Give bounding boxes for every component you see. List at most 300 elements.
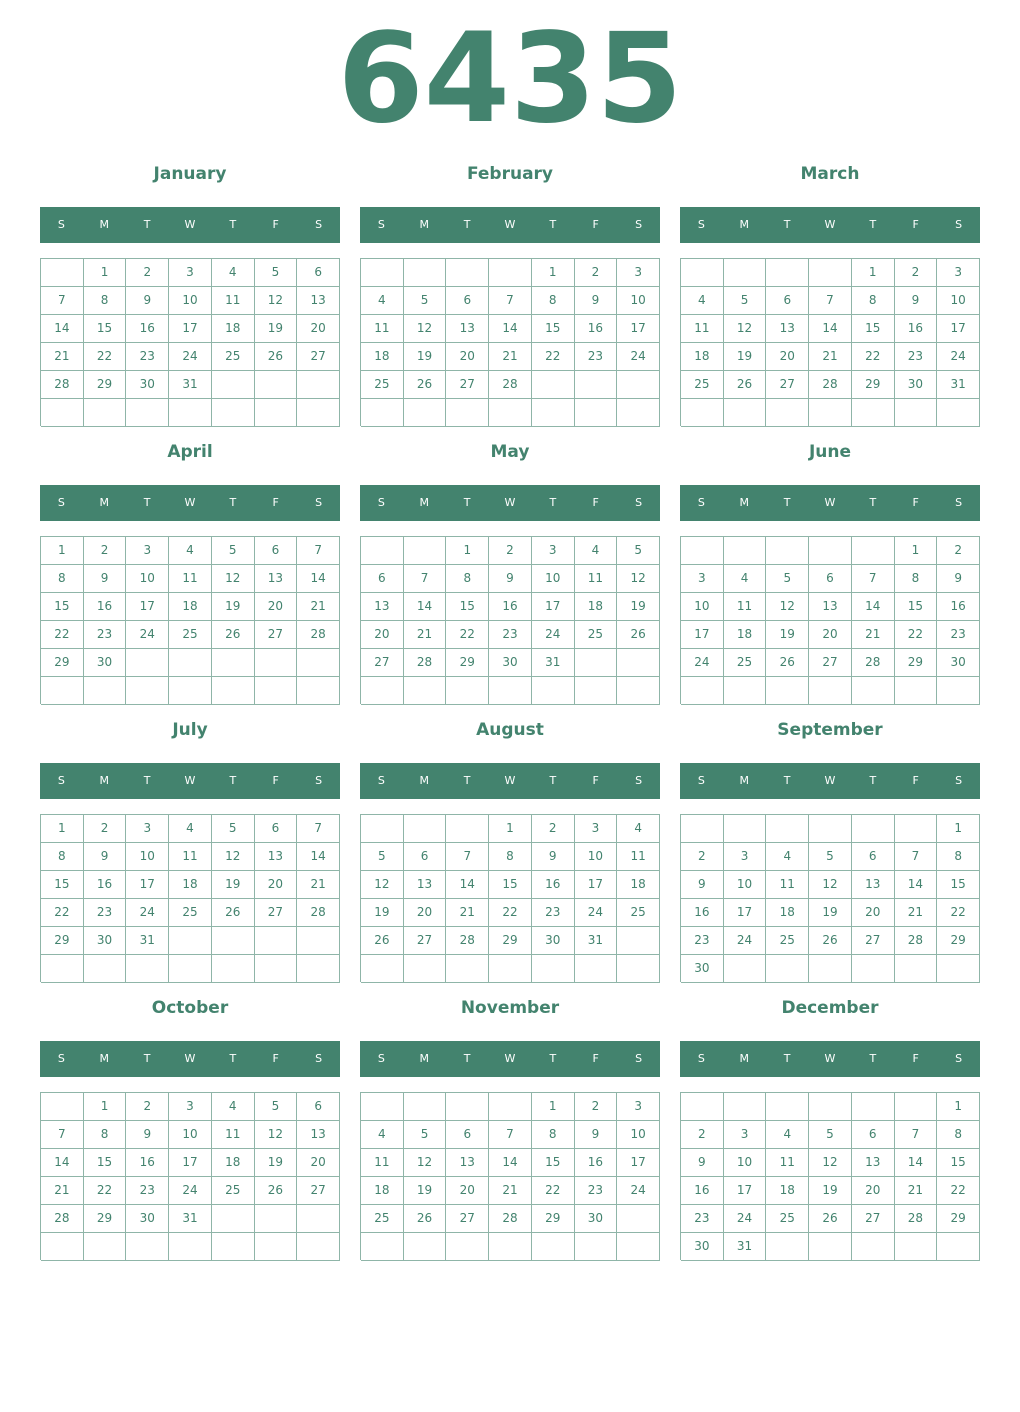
weekday-label: S xyxy=(635,218,643,231)
empty-day-cell xyxy=(895,1093,938,1121)
day-cell: 18 xyxy=(169,593,212,621)
weekday-header xyxy=(680,763,980,799)
day-cell: 2 xyxy=(532,815,575,843)
day-cell: 16 xyxy=(489,593,532,621)
day-cell: 25 xyxy=(766,927,809,955)
empty-day-cell xyxy=(255,371,298,399)
empty-day-cell xyxy=(852,1093,895,1121)
weekday-label: S xyxy=(377,218,385,231)
day-cell: 13 xyxy=(809,593,852,621)
day-grid xyxy=(680,1092,980,1260)
day-cell: 26 xyxy=(255,343,298,371)
empty-day-cell xyxy=(681,537,724,565)
weekday-label: T xyxy=(143,1052,151,1065)
day-cell: 6 xyxy=(255,537,298,565)
day-cell: 12 xyxy=(809,1149,852,1177)
empty-day-cell xyxy=(169,399,212,427)
weekday-label: M xyxy=(739,774,750,787)
day-cell: 25 xyxy=(724,649,767,677)
day-cell: 16 xyxy=(575,315,618,343)
day-cell: 18 xyxy=(575,593,618,621)
day-cell: 11 xyxy=(169,565,212,593)
weekday-label: S xyxy=(315,774,323,787)
day-cell: 8 xyxy=(937,843,980,871)
weekday-label: W xyxy=(824,774,836,787)
day-cell: 20 xyxy=(255,871,298,899)
day-cell: 26 xyxy=(404,1205,447,1233)
empty-day-cell xyxy=(41,1093,84,1121)
day-cell: 17 xyxy=(126,871,169,899)
day-cell: 29 xyxy=(84,371,127,399)
day-cell: 1 xyxy=(84,1093,127,1121)
day-cell: 26 xyxy=(617,621,660,649)
day-cell: 18 xyxy=(212,315,255,343)
empty-day-cell xyxy=(212,371,255,399)
month-name: May xyxy=(490,442,530,462)
month-october xyxy=(40,996,340,1274)
day-cell: 21 xyxy=(809,343,852,371)
weekday-label: S xyxy=(377,774,385,787)
day-cell: 17 xyxy=(724,1177,767,1205)
day-cell: 13 xyxy=(852,871,895,899)
day-cell: 12 xyxy=(361,871,404,899)
day-cell: 6 xyxy=(297,259,340,287)
weekday-label: S xyxy=(697,774,705,787)
day-grid xyxy=(40,814,340,982)
month-february xyxy=(360,162,660,440)
empty-day-cell xyxy=(724,955,767,983)
weekday-label: F xyxy=(592,218,599,231)
day-grid xyxy=(680,536,980,704)
weekday-label: W xyxy=(184,218,196,231)
day-cell: 22 xyxy=(937,899,980,927)
weekday-label: T xyxy=(783,218,791,231)
empty-day-cell xyxy=(617,927,660,955)
weekday-label: T xyxy=(549,1052,557,1065)
weekday-label: W xyxy=(824,496,836,509)
day-cell: 5 xyxy=(617,537,660,565)
day-cell: 4 xyxy=(617,815,660,843)
empty-day-cell xyxy=(297,399,340,427)
day-cell: 2 xyxy=(681,843,724,871)
day-cell: 18 xyxy=(361,1177,404,1205)
day-cell: 19 xyxy=(255,315,298,343)
weekday-label: T xyxy=(869,774,877,787)
day-cell: 15 xyxy=(937,871,980,899)
empty-day-cell xyxy=(895,815,938,843)
day-cell: 26 xyxy=(766,649,809,677)
day-cell: 8 xyxy=(84,287,127,315)
day-cell: 6 xyxy=(255,815,298,843)
day-cell: 25 xyxy=(617,899,660,927)
empty-day-cell xyxy=(169,677,212,705)
weekday-label: W xyxy=(184,496,196,509)
day-cell: 12 xyxy=(724,315,767,343)
day-cell: 7 xyxy=(895,1121,938,1149)
day-cell: 3 xyxy=(724,843,767,871)
day-cell: 3 xyxy=(169,1093,212,1121)
day-cell: 28 xyxy=(404,649,447,677)
weekday-label: T xyxy=(549,218,557,231)
day-cell: 11 xyxy=(212,1121,255,1149)
day-cell: 5 xyxy=(255,1093,298,1121)
day-cell: 2 xyxy=(575,259,618,287)
day-cell: 10 xyxy=(532,565,575,593)
empty-day-cell xyxy=(169,1233,212,1261)
empty-day-cell xyxy=(212,399,255,427)
empty-day-cell xyxy=(489,677,532,705)
empty-day-cell xyxy=(41,677,84,705)
day-cell: 11 xyxy=(617,843,660,871)
day-grid xyxy=(40,1092,340,1260)
day-cell: 10 xyxy=(126,565,169,593)
day-cell: 28 xyxy=(446,927,489,955)
day-cell: 5 xyxy=(212,537,255,565)
day-cell: 21 xyxy=(41,1177,84,1205)
day-cell: 4 xyxy=(212,259,255,287)
day-cell: 14 xyxy=(489,1149,532,1177)
weekday-header xyxy=(680,1041,980,1077)
weekday-header xyxy=(40,485,340,521)
weekday-label: T xyxy=(783,1052,791,1065)
day-cell: 25 xyxy=(212,1177,255,1205)
weekday-label: F xyxy=(912,496,919,509)
day-cell: 3 xyxy=(532,537,575,565)
day-cell: 12 xyxy=(404,315,447,343)
day-cell: 20 xyxy=(852,899,895,927)
day-cell: 18 xyxy=(766,1177,809,1205)
empty-day-cell xyxy=(404,1093,447,1121)
day-cell: 31 xyxy=(575,927,618,955)
weekday-label: T xyxy=(463,774,471,787)
month-may xyxy=(360,440,660,718)
day-cell: 17 xyxy=(681,621,724,649)
empty-day-cell xyxy=(361,259,404,287)
day-cell: 26 xyxy=(255,1177,298,1205)
empty-day-cell xyxy=(809,259,852,287)
day-cell: 24 xyxy=(617,1177,660,1205)
empty-day-cell xyxy=(617,649,660,677)
day-cell: 9 xyxy=(84,843,127,871)
empty-day-cell xyxy=(575,399,618,427)
empty-day-cell xyxy=(532,1233,575,1261)
day-cell: 2 xyxy=(575,1093,618,1121)
empty-day-cell xyxy=(852,815,895,843)
day-cell: 28 xyxy=(489,1205,532,1233)
day-cell: 19 xyxy=(809,1177,852,1205)
day-cell: 23 xyxy=(489,621,532,649)
day-cell: 31 xyxy=(532,649,575,677)
weekday-label: T xyxy=(549,774,557,787)
day-cell: 4 xyxy=(361,287,404,315)
day-cell: 22 xyxy=(852,343,895,371)
month-march xyxy=(680,162,980,440)
day-cell: 18 xyxy=(361,343,404,371)
weekday-label: F xyxy=(592,1052,599,1065)
empty-day-cell xyxy=(681,1093,724,1121)
month-june xyxy=(680,440,980,718)
weekday-label: S xyxy=(57,218,65,231)
empty-day-cell xyxy=(169,955,212,983)
empty-day-cell xyxy=(84,399,127,427)
day-cell: 20 xyxy=(297,1149,340,1177)
day-cell: 19 xyxy=(255,1149,298,1177)
day-cell: 7 xyxy=(895,843,938,871)
day-cell: 12 xyxy=(212,565,255,593)
day-cell: 6 xyxy=(766,287,809,315)
day-cell: 17 xyxy=(724,899,767,927)
day-cell: 26 xyxy=(724,371,767,399)
empty-day-cell xyxy=(852,537,895,565)
day-cell: 2 xyxy=(937,537,980,565)
day-cell: 7 xyxy=(404,565,447,593)
month-november xyxy=(360,996,660,1274)
empty-day-cell xyxy=(575,955,618,983)
empty-day-cell xyxy=(297,1205,340,1233)
weekday-label: T xyxy=(783,774,791,787)
empty-day-cell xyxy=(532,399,575,427)
empty-day-cell xyxy=(724,677,767,705)
day-cell: 19 xyxy=(809,899,852,927)
empty-day-cell xyxy=(766,955,809,983)
day-cell: 26 xyxy=(809,927,852,955)
empty-day-cell xyxy=(575,1233,618,1261)
empty-day-cell xyxy=(255,677,298,705)
day-cell: 13 xyxy=(446,1149,489,1177)
day-cell: 23 xyxy=(126,343,169,371)
empty-day-cell xyxy=(361,399,404,427)
empty-day-cell xyxy=(255,649,298,677)
day-cell: 19 xyxy=(766,621,809,649)
day-cell: 27 xyxy=(766,371,809,399)
day-cell: 25 xyxy=(681,371,724,399)
day-cell: 13 xyxy=(852,1149,895,1177)
day-cell: 23 xyxy=(681,927,724,955)
weekday-label: F xyxy=(272,218,279,231)
empty-day-cell xyxy=(532,677,575,705)
day-grid xyxy=(40,258,340,426)
day-cell: 16 xyxy=(126,1149,169,1177)
empty-day-cell xyxy=(41,1233,84,1261)
day-cell: 11 xyxy=(724,593,767,621)
day-cell: 30 xyxy=(575,1205,618,1233)
empty-day-cell xyxy=(809,815,852,843)
day-cell: 28 xyxy=(895,1205,938,1233)
empty-day-cell xyxy=(532,371,575,399)
empty-day-cell xyxy=(126,649,169,677)
day-cell: 7 xyxy=(489,287,532,315)
empty-day-cell xyxy=(766,1093,809,1121)
day-cell: 3 xyxy=(617,1093,660,1121)
weekday-label: F xyxy=(592,774,599,787)
year-title: 6435 xyxy=(337,7,683,151)
empty-day-cell xyxy=(212,955,255,983)
day-cell: 13 xyxy=(766,315,809,343)
day-cell: 2 xyxy=(895,259,938,287)
day-cell: 30 xyxy=(84,649,127,677)
empty-day-cell xyxy=(617,955,660,983)
day-cell: 25 xyxy=(361,371,404,399)
day-cell: 25 xyxy=(212,343,255,371)
weekday-label: T xyxy=(229,496,237,509)
day-cell: 23 xyxy=(937,621,980,649)
day-cell: 15 xyxy=(446,593,489,621)
day-cell: 3 xyxy=(937,259,980,287)
day-cell: 28 xyxy=(852,649,895,677)
day-cell: 31 xyxy=(126,927,169,955)
day-cell: 2 xyxy=(681,1121,724,1149)
day-cell: 22 xyxy=(489,899,532,927)
day-cell: 9 xyxy=(84,565,127,593)
day-cell: 10 xyxy=(937,287,980,315)
empty-day-cell xyxy=(297,927,340,955)
day-cell: 23 xyxy=(895,343,938,371)
empty-day-cell xyxy=(575,649,618,677)
empty-day-cell xyxy=(297,649,340,677)
day-cell: 22 xyxy=(895,621,938,649)
weekday-label: W xyxy=(504,1052,516,1065)
day-cell: 1 xyxy=(41,537,84,565)
weekday-label: S xyxy=(377,1052,385,1065)
day-cell: 15 xyxy=(852,315,895,343)
day-cell: 13 xyxy=(255,843,298,871)
day-cell: 24 xyxy=(937,343,980,371)
day-cell: 14 xyxy=(404,593,447,621)
day-cell: 9 xyxy=(575,1121,618,1149)
day-cell: 30 xyxy=(489,649,532,677)
day-cell: 5 xyxy=(724,287,767,315)
day-cell: 14 xyxy=(41,1149,84,1177)
day-cell: 11 xyxy=(169,843,212,871)
day-cell: 29 xyxy=(937,927,980,955)
day-cell: 24 xyxy=(575,899,618,927)
weekday-label: T xyxy=(463,218,471,231)
empty-day-cell xyxy=(169,927,212,955)
empty-day-cell xyxy=(446,955,489,983)
day-cell: 17 xyxy=(937,315,980,343)
weekday-label: S xyxy=(955,218,963,231)
day-cell: 30 xyxy=(126,371,169,399)
empty-day-cell xyxy=(489,399,532,427)
day-cell: 25 xyxy=(169,899,212,927)
empty-day-cell xyxy=(41,259,84,287)
day-cell: 15 xyxy=(84,315,127,343)
day-cell: 7 xyxy=(852,565,895,593)
day-cell: 21 xyxy=(489,343,532,371)
weekday-label: T xyxy=(869,218,877,231)
weekday-label: F xyxy=(592,496,599,509)
day-cell: 15 xyxy=(895,593,938,621)
day-grid xyxy=(680,258,980,426)
weekday-label: S xyxy=(315,218,323,231)
weekday-label: M xyxy=(99,496,110,509)
day-cell: 24 xyxy=(617,343,660,371)
empty-day-cell xyxy=(212,1233,255,1261)
month-december xyxy=(680,996,980,1274)
empty-day-cell xyxy=(41,399,84,427)
day-cell: 16 xyxy=(532,871,575,899)
empty-day-cell xyxy=(212,1205,255,1233)
weekday-label: M xyxy=(419,496,430,509)
day-cell: 28 xyxy=(809,371,852,399)
empty-day-cell xyxy=(489,1093,532,1121)
day-cell: 13 xyxy=(255,565,298,593)
day-cell: 8 xyxy=(852,287,895,315)
weekday-label: W xyxy=(824,1052,836,1065)
month-september xyxy=(680,718,980,996)
day-cell: 8 xyxy=(489,843,532,871)
day-cell: 17 xyxy=(575,871,618,899)
empty-day-cell xyxy=(809,537,852,565)
day-cell: 13 xyxy=(361,593,404,621)
day-cell: 27 xyxy=(404,927,447,955)
day-cell: 16 xyxy=(681,899,724,927)
day-cell: 25 xyxy=(169,621,212,649)
empty-day-cell xyxy=(937,1233,980,1261)
day-grid xyxy=(360,258,660,426)
empty-day-cell xyxy=(809,399,852,427)
empty-day-cell xyxy=(446,677,489,705)
day-cell: 30 xyxy=(895,371,938,399)
day-cell: 10 xyxy=(169,287,212,315)
empty-day-cell xyxy=(895,955,938,983)
weekday-header xyxy=(680,207,980,243)
empty-day-cell xyxy=(126,399,169,427)
month-january xyxy=(40,162,340,440)
month-name: January xyxy=(153,164,227,184)
day-cell: 10 xyxy=(724,1149,767,1177)
weekday-label: W xyxy=(184,774,196,787)
day-cell: 1 xyxy=(84,259,127,287)
day-cell: 20 xyxy=(852,1177,895,1205)
day-cell: 29 xyxy=(895,649,938,677)
day-cell: 20 xyxy=(255,593,298,621)
day-cell: 9 xyxy=(895,287,938,315)
day-cell: 10 xyxy=(169,1121,212,1149)
month-name: March xyxy=(800,164,860,184)
day-cell: 23 xyxy=(575,1177,618,1205)
day-cell: 9 xyxy=(681,871,724,899)
day-cell: 9 xyxy=(489,565,532,593)
empty-day-cell xyxy=(852,399,895,427)
empty-day-cell xyxy=(766,537,809,565)
day-cell: 9 xyxy=(126,1121,169,1149)
empty-day-cell xyxy=(84,955,127,983)
day-cell: 12 xyxy=(255,287,298,315)
empty-day-cell xyxy=(41,955,84,983)
empty-day-cell xyxy=(724,399,767,427)
day-cell: 26 xyxy=(212,621,255,649)
weekday-label: T xyxy=(463,496,471,509)
day-cell: 19 xyxy=(361,899,404,927)
day-cell: 12 xyxy=(766,593,809,621)
day-cell: 20 xyxy=(809,621,852,649)
empty-day-cell xyxy=(809,1093,852,1121)
day-cell: 22 xyxy=(532,1177,575,1205)
empty-day-cell xyxy=(212,677,255,705)
day-cell: 15 xyxy=(41,871,84,899)
day-cell: 26 xyxy=(809,1205,852,1233)
day-cell: 7 xyxy=(446,843,489,871)
weekday-label: S xyxy=(57,496,65,509)
day-cell: 23 xyxy=(575,343,618,371)
day-cell: 21 xyxy=(852,621,895,649)
day-cell: 29 xyxy=(489,927,532,955)
empty-day-cell xyxy=(852,677,895,705)
day-cell: 27 xyxy=(852,927,895,955)
empty-day-cell xyxy=(937,677,980,705)
day-cell: 23 xyxy=(532,899,575,927)
